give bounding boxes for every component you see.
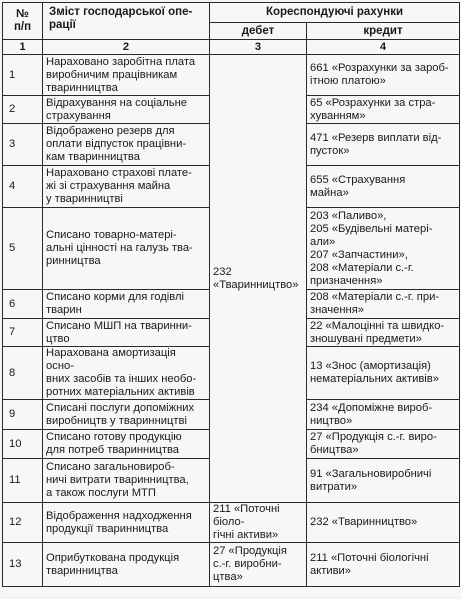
operation-text: Списано МШП на тваринни- цтво: [43, 319, 210, 347]
column-index: 4: [307, 40, 460, 55]
row-number: 10: [3, 430, 43, 459]
column-index: 1: [3, 40, 43, 55]
row-number: 8: [3, 347, 43, 400]
row-number: 12: [3, 503, 43, 543]
operation-text: Відображення надходження продукції тваринництва: [43, 503, 210, 543]
operation-text: Нараховано страхові плате- жі зі страхування майна у тваринництві: [43, 166, 210, 208]
credit-account: 208 «Матеріали с.-г. при- значення»: [307, 290, 460, 319]
row-number: 13: [3, 543, 43, 587]
operation-text: Нараховано заробітна плата виробничим працівникам тваринництва: [43, 55, 210, 96]
row-number: 3: [3, 124, 43, 166]
row-number: 11: [3, 459, 43, 503]
accounting-table: [2, 2, 460, 587]
operation-text: Списано корми для годівлі тварин: [43, 290, 210, 319]
debit-account: 232 «Тваринництво»: [210, 55, 307, 503]
debit-account: 211 «Поточні біоло- гічні активи»: [210, 503, 307, 543]
operation-text: Списано загальновироб- ничі витрати тваринництва, а також послуги МТП: [43, 459, 210, 503]
row-number: 6: [3, 290, 43, 319]
row-number: 5: [3, 208, 43, 290]
header-corr: Кореспондуючі рахунки: [210, 3, 460, 23]
header-debit: дебет: [210, 23, 307, 40]
operation-text: Списані послуги допоміжних виробництв у тваринництві: [43, 400, 210, 430]
credit-account: 27 «Продукція с.-г. виро- бництва»: [307, 430, 460, 459]
credit-account: 65 «Розрахунки за стра- хуванням»: [307, 96, 460, 124]
credit-account: 13 «Знос (амортизація) нематеріальних активів»: [307, 347, 460, 400]
credit-account: 661 «Розрахунки за зароб- ітною платою»: [307, 55, 460, 96]
row-number: 7: [3, 319, 43, 347]
credit-account: 203 «Паливо», 205 «Будівельні матері- али» 207 «Запчастини», 208 «Матеріали с.-г. призначення»: [307, 208, 460, 290]
credit-account: 234 «Допоміжне вироб- ництво»: [307, 400, 460, 430]
table-row: [3, 503, 460, 543]
column-index: 2: [43, 40, 210, 55]
header-content: Зміст господарської опе- рації: [43, 3, 210, 40]
credit-account: 471 «Резерв виплати від- пусток»: [307, 124, 460, 166]
table-row: [3, 543, 460, 587]
column-index: 3: [210, 40, 307, 55]
header-credit: кредит: [307, 23, 460, 40]
operation-text: Списано товарно-матері- альні цінності на галузь тва- ринництва: [43, 208, 210, 290]
operation-text: Відрахування на соціальне страхування: [43, 96, 210, 124]
operation-text: Відображено резерв для оплати відпусток працівни- кам тваринництва: [43, 124, 210, 166]
header-num: № п/п: [3, 3, 43, 40]
row-number: 1: [3, 55, 43, 96]
credit-account: 211 «Поточні біологічні активи»: [307, 543, 460, 587]
row-number: 4: [3, 166, 43, 208]
credit-account: 232 «Тваринництво»: [307, 503, 460, 543]
debit-account: 27 «Продукція с.-г. виробни- цтва»: [210, 543, 307, 587]
operation-text: Списано готову продукцію для потреб тваринництва: [43, 430, 210, 459]
operation-text: Оприбуткована продукція тваринництва: [43, 543, 210, 587]
table-row: [3, 55, 460, 96]
credit-account: 91 «Загальновиробничі витрати»: [307, 459, 460, 503]
row-number: 9: [3, 400, 43, 430]
credit-account: 22 «Малоцінні та швидко- зношувані предмети»: [307, 319, 460, 347]
row-number: 2: [3, 96, 43, 124]
credit-account: 655 «Страхування майна»: [307, 166, 460, 208]
operation-text: Нарахована амортизація осно- вних засобів та інших необо- ротних матеріальних активів: [43, 347, 210, 400]
document-page: [2, 2, 459, 597]
